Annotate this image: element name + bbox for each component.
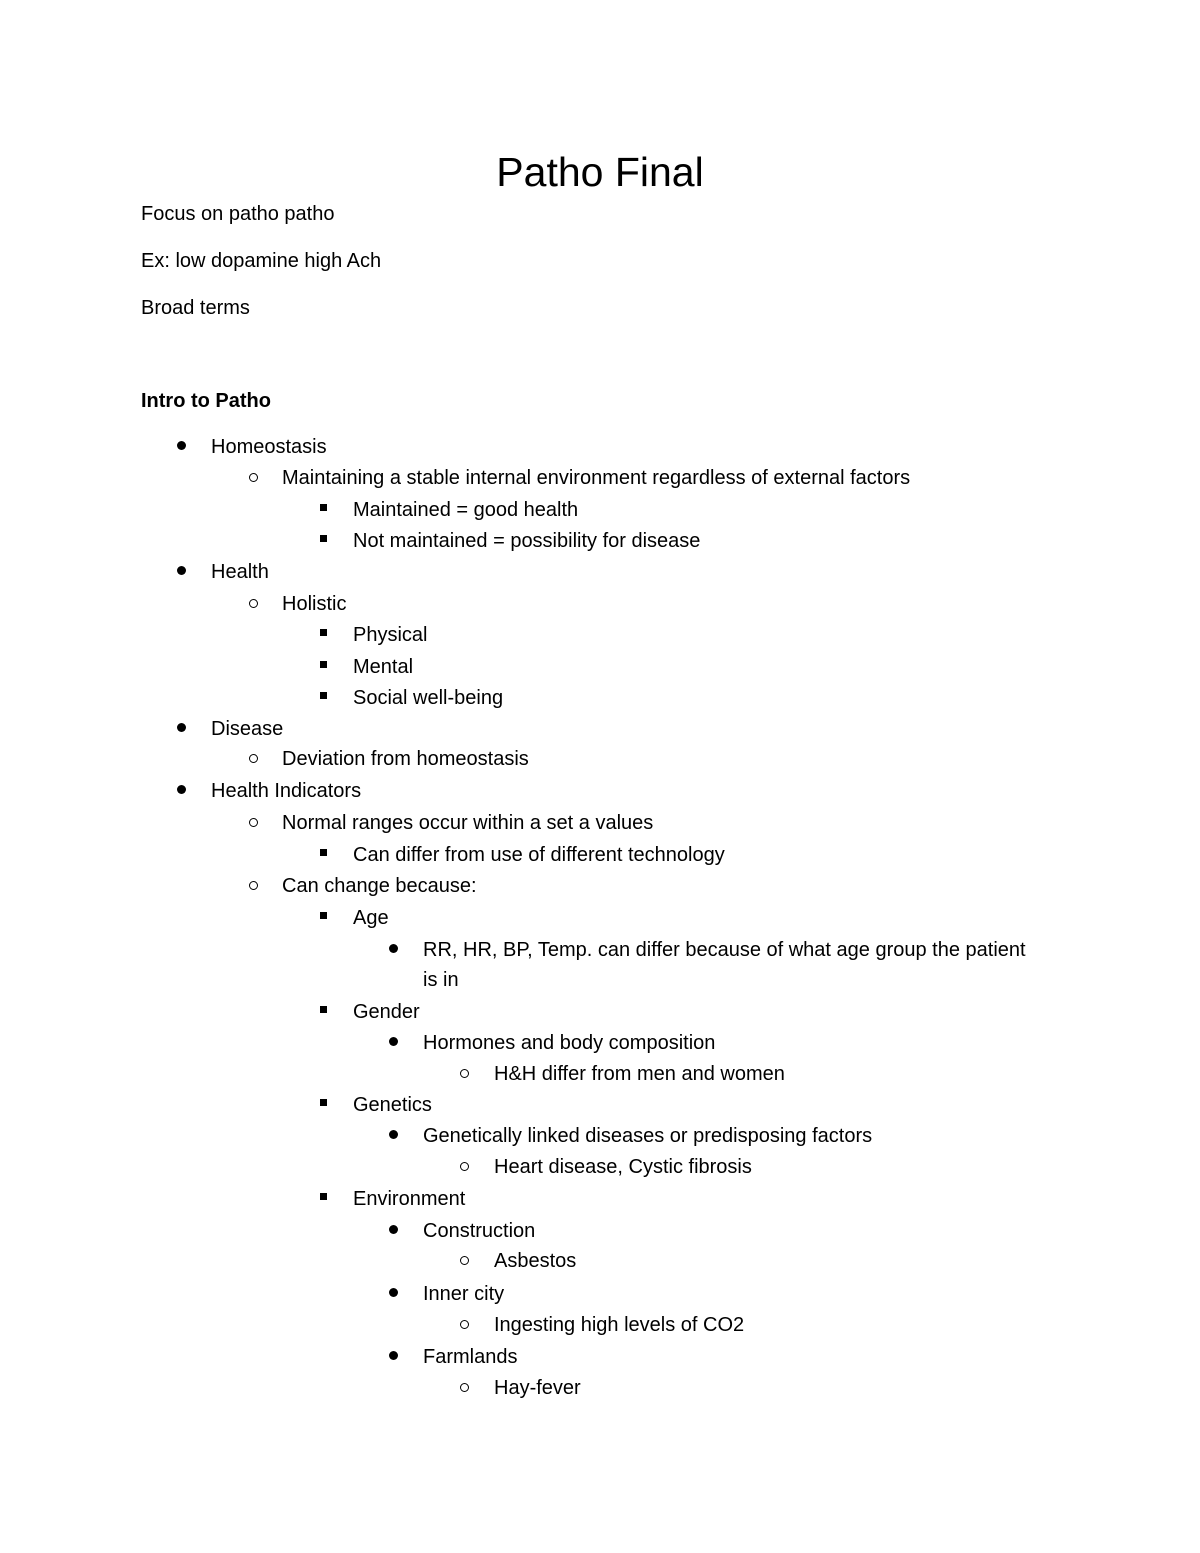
- outline-item: Normal ranges occur within a set a values: [282, 812, 654, 834]
- outline-item: Gender: [353, 1001, 420, 1023]
- bullet-square-icon: [313, 1092, 333, 1118]
- outline-item: Hay-fever: [494, 1377, 581, 1399]
- bullet-circle-icon: [243, 746, 263, 772]
- outline-item: Health: [211, 561, 269, 583]
- outline-item: Genetics: [353, 1094, 432, 1116]
- bullet-square-icon: [313, 1186, 333, 1212]
- bullet-circle-icon: [454, 1061, 474, 1087]
- bullet-circle-icon: [454, 1375, 474, 1401]
- outline-item: Maintaining a stable internal environment regardless of external factors: [282, 467, 911, 489]
- bullet-square-icon: [313, 622, 333, 648]
- outline-item: Hormones and body composition: [423, 1032, 716, 1054]
- outline-item: Maintained = good health: [353, 499, 579, 521]
- outline-item: Can change because:: [282, 875, 477, 897]
- bullet-square-icon: [313, 905, 333, 931]
- outline-item: Environment: [353, 1188, 466, 1210]
- bullet-square-icon: [313, 999, 333, 1025]
- intro-line-focus: Focus on patho patho: [141, 203, 335, 225]
- outline-item: Farmlands: [423, 1346, 518, 1368]
- outline-item: Deviation from homeostasis: [282, 748, 529, 770]
- bullet-square-icon: [313, 685, 333, 711]
- outline-item: Inner city: [423, 1283, 505, 1305]
- outline-item: Asbestos: [494, 1250, 577, 1272]
- bullet-dot-icon: [383, 1123, 403, 1149]
- intro-line-broad-terms: Broad terms: [141, 297, 250, 319]
- outline-item: Homeostasis: [211, 436, 327, 458]
- outline-item-continuation: is in: [423, 969, 459, 991]
- bullet-square-icon: [313, 497, 333, 523]
- bullet-square-icon: [313, 654, 333, 680]
- outline-item: Ingesting high levels of CO2: [494, 1314, 745, 1336]
- bullet-dot-icon: [383, 937, 403, 963]
- outline-item: RR, HR, BP, Temp. can differ because of what age group the patient: [423, 939, 1026, 961]
- bullet-circle-icon: [243, 810, 263, 836]
- outline-item: Health Indicators: [211, 780, 362, 802]
- bullet-circle-icon: [243, 873, 263, 899]
- bullet-dot-icon: [171, 559, 191, 585]
- outline-item: Holistic: [282, 593, 347, 615]
- bullet-circle-icon: [454, 1312, 474, 1338]
- bullet-square-icon: [313, 842, 333, 868]
- page-title: Patho Final: [496, 149, 704, 195]
- outline-item: Heart disease, Cystic fibrosis: [494, 1156, 752, 1178]
- bullet-circle-icon: [454, 1248, 474, 1274]
- bullet-circle-icon: [454, 1154, 474, 1180]
- bullet-square-icon: [313, 528, 333, 554]
- bullet-circle-icon: [243, 591, 263, 617]
- outline-item: Can differ from use of different technology: [353, 844, 725, 866]
- bullet-dot-icon: [383, 1030, 403, 1056]
- bullet-dot-icon: [171, 778, 191, 804]
- outline-item: Not maintained = possibility for disease: [353, 530, 701, 552]
- intro-line-example: Ex: low dopamine high Ach: [141, 250, 382, 272]
- outline-item: Physical: [353, 624, 428, 646]
- outline-item: Genetically linked diseases or predisposing factors: [423, 1125, 873, 1147]
- outline-item: Age: [353, 907, 389, 929]
- bullet-dot-icon: [171, 434, 191, 460]
- bullet-dot-icon: [171, 716, 191, 742]
- outline-item: Mental: [353, 656, 414, 678]
- outline-item: Social well-being: [353, 687, 504, 709]
- section-heading: Intro to Patho: [141, 390, 271, 412]
- bullet-dot-icon: [383, 1281, 403, 1307]
- outline-item: H&H differ from men and women: [494, 1063, 785, 1085]
- bullet-dot-icon: [383, 1344, 403, 1370]
- outline-item: Disease: [211, 718, 284, 740]
- bullet-circle-icon: [243, 465, 263, 491]
- bullet-dot-icon: [383, 1218, 403, 1244]
- outline-item: Construction: [423, 1220, 536, 1242]
